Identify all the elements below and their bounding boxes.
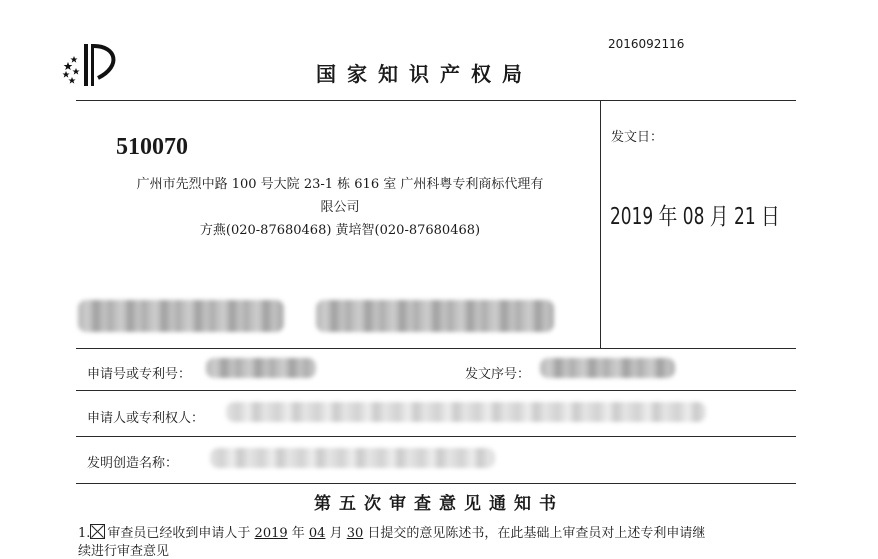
row-divider-3 [76,483,796,484]
applicant-label: 申请人或专利权人： [87,411,205,426]
item-1-month: 04 [308,526,326,541]
dispatch-date: 2019 年 08 月 21 日 [610,204,780,230]
item-1-year: 2019 [254,526,288,541]
notice-title: 第五次审查意见通知书 [314,494,564,514]
item-1-number: 1. [78,526,91,541]
recipient-address-continued: 限公司 [320,200,360,215]
header-bottom-divider [76,348,796,349]
redacted-serial-number [540,358,675,378]
top-divider [76,100,796,101]
redacted-block-left [78,300,284,332]
application-number-label: 申请号或专利号： [87,367,192,382]
redacted-invention-name [210,448,495,468]
redacted-block-right [316,300,554,332]
serial-number-label: 发文序号： [465,367,531,382]
row-divider-1 [76,390,796,391]
office-name: 国家知识产权局 [316,62,533,86]
postal-code: 510070 [116,134,188,160]
row-divider-2 [76,436,796,437]
item-1-text-b: 年 [287,526,309,541]
item-1-continuation: 续进行审查意见 [78,544,170,559]
redacted-application-number [206,358,316,378]
item-1 [78,522,705,541]
recipient-contacts: 方燕(020-87680468) 黄培智(020-87680468) [199,223,481,238]
item-1-day: 30 [346,526,364,541]
cnipa-logo-icon [58,40,128,90]
date-column-divider [600,100,601,348]
item-1-text-a: 审查员已经收到申请人于 [107,526,255,541]
item-1-text-d: 日提交的意见陈述书，在此基础上审查员对上述专利申请继 [363,526,706,541]
recipient-address: 广州市先烈中路 100 号大院 23-1 栋 616 室 广州科粤专利商标代理有 [136,177,544,192]
redacted-applicant [226,402,706,422]
dispatch-date-label: 发文日： [611,130,664,145]
invention-name-label: 发明创造名称： [87,456,179,471]
document-code: 2016092116 [608,37,685,51]
checked-box-icon[interactable] [90,524,105,539]
item-1-text-c: 月 [325,526,347,541]
